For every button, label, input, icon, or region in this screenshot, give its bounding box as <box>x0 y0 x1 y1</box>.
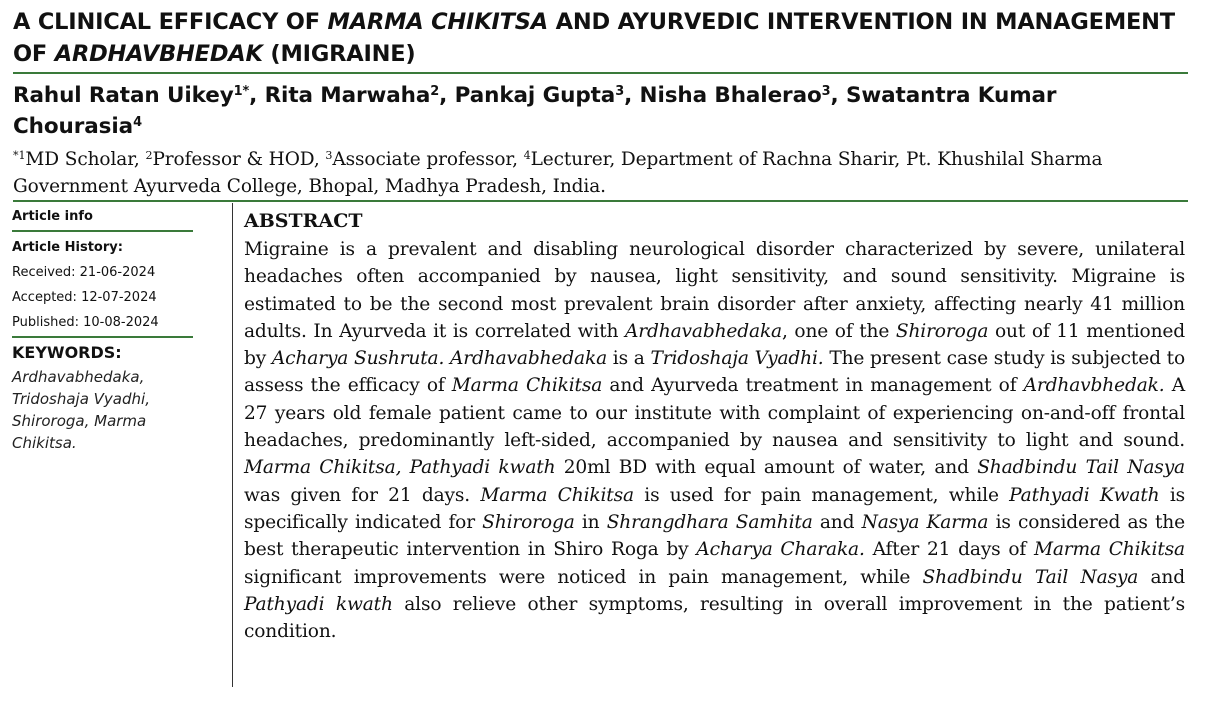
column-divider <box>232 203 233 687</box>
affiliation-mark: *1 <box>13 148 26 162</box>
abstract-segment: is specifically indicated for <box>244 484 1186 533</box>
paper-title <box>13 6 1188 70</box>
abstract-segment: in <box>574 511 607 533</box>
author-name: Rahul Ratan Uikey <box>13 83 234 108</box>
abstract-segment: Pathyadi kwath <box>244 593 393 615</box>
abstract-segment: Marma Chikitsa, Pathyadi kwath <box>244 457 556 479</box>
abstract-segment: Acharya Sushruta. Ardhavabhedaka <box>271 348 608 370</box>
abstract-segment: Marma Chikitsa <box>451 375 603 397</box>
keywords-list: Ardhavabhedaka, Tridoshaja Vyadhi, Shiroroga, Marma Chikitsa. <box>12 368 150 452</box>
abstract-segment: is used for pain management, while <box>633 484 1010 506</box>
abstract-segment: and Ayurveda treatment in management of <box>602 375 1024 397</box>
article-history-heading: Article History: <box>12 240 123 255</box>
accepted-date: Accepted: 12-07-2024 <box>12 290 157 305</box>
author-name: Swatantra Kumar Chourasia <box>13 83 1057 139</box>
abstract-segment: After 21 days of <box>864 539 1034 561</box>
abstract-segment: also relieve other symptoms, resulting in overall improvement in the patient’s condition. <box>244 593 1185 643</box>
abstract-segment: Acharya Charaka. <box>696 539 865 561</box>
abstract-segment: Marma Chikitsa <box>1033 539 1185 561</box>
abstract-segment: Shrangdhara Samhita <box>606 511 813 533</box>
header-divider <box>13 200 1188 202</box>
title-segment: A CLINICAL EFFICACY OF <box>13 9 328 35</box>
author-affiliation-mark: 3 <box>821 83 831 99</box>
affiliation <box>13 146 1188 200</box>
abstract-segment: Shiroroga <box>482 511 575 533</box>
abstract-section <box>244 208 1185 645</box>
received-date: Received: 21-06-2024 <box>12 265 156 280</box>
author-affiliation-mark: 2 <box>430 83 440 99</box>
author-name: Pankaj Gupta <box>454 83 616 108</box>
article-info-heading: Article info <box>12 208 193 232</box>
abstract-segment: 20ml BD with equal amount of water, and <box>555 457 978 479</box>
abstract-segment: Ardhavbhedak. <box>1023 375 1165 397</box>
abstract-segment: Marma Chikitsa <box>480 484 634 506</box>
title-segment: (MIGRAINE) <box>262 41 416 67</box>
author-name: Nisha Bhalerao <box>639 83 822 108</box>
title-segment: MARMA CHIKITSA <box>327 9 549 35</box>
author-affiliation-mark: 4 <box>133 114 142 130</box>
abstract-segment: Pathyadi Kwath <box>1009 484 1160 506</box>
abstract-segment: Nasya Karma <box>861 511 989 533</box>
abstract-segment: out of 11 mentioned by <box>244 320 1186 370</box>
affiliation-mark: 3 <box>325 148 333 162</box>
abstract-segment: , one of the <box>782 320 896 342</box>
article-info-sidebar <box>12 208 193 454</box>
abstract-segment: is considered as the best therapeutic intervention in Shiro Roga by <box>244 511 1185 561</box>
abstract-segment: Tridoshaja Vyadhi. <box>650 348 824 370</box>
abstract-text <box>244 236 1185 645</box>
published-date: Published: 10-08-2024 <box>12 314 193 338</box>
affiliation-mark: 4 <box>523 148 531 162</box>
abstract-segment: Migraine is a prevalent and disabling neurological disorder characterized by severe, unilateral headaches often accompanied by nausea, light sensitivity, and sound sensitivity. Migraine is estimated to be the second most prevalent brain disorder after anxiety, affecting nearly 41 million adults. In Ayurveda it is correlated with <box>244 239 1185 342</box>
author-affiliation-mark: 1* <box>233 83 250 99</box>
affiliation-mark: 2 <box>145 148 153 162</box>
abstract-segment: Shadbindu Tail Nasya <box>977 457 1185 479</box>
abstract-segment: and <box>812 511 862 533</box>
affiliation-text: Lecturer, Department of Rachna Sharir, Pt. Khushilal Sharma Government Ayurveda College, Bhopal, Madhya Pradesh, India. <box>13 149 1103 197</box>
abstract-segment: significant improvements were noticed in pain management, while <box>244 566 923 588</box>
title-segment: AND AYURVEDIC INTERVENTION IN MANAGEMENT OF <box>13 9 1175 67</box>
abstract-heading: ABSTRACT <box>244 210 363 232</box>
affiliation-text: Associate professor, <box>332 149 524 170</box>
abstract-segment: is a <box>607 348 651 370</box>
abstract-segment: was given for 21 days. <box>244 484 481 506</box>
title-divider <box>13 72 1188 74</box>
abstract-segment: A 27 years old female patient came to our institute with complaint of experiencing on-and-off frontal headaches, predominantly left-sided, accompanied by nausea and sensitivity to light and sound. <box>244 375 1185 452</box>
affiliation-text: MD Scholar, <box>25 149 146 170</box>
abstract-segment: Shiroroga <box>895 320 989 342</box>
author-affiliation-mark: 3 <box>615 83 625 99</box>
abstract-segment: Ardhavabhedaka <box>625 320 782 342</box>
abstract-segment: Shadbindu Tail Nasya <box>922 566 1139 588</box>
title-segment: ARDHAVBHEDAK <box>54 41 263 67</box>
abstract-segment: and <box>1138 566 1185 588</box>
abstract-segment: The present case study is subjected to assess the efficacy of <box>244 348 1186 397</box>
affiliation-text: Professor & HOD, <box>152 149 326 170</box>
keywords-heading: KEYWORDS: <box>12 343 122 362</box>
author-list: Rahul Ratan Uikey$^{1*}$, Rita Marwaha$^2$, Pankaj Gupta$^3$, Nisha Bhalerao$^3$, Swatantra Kumar Chourasia$^4$ <box>13 83 1057 139</box>
author-name: Rita Marwaha <box>264 83 431 108</box>
